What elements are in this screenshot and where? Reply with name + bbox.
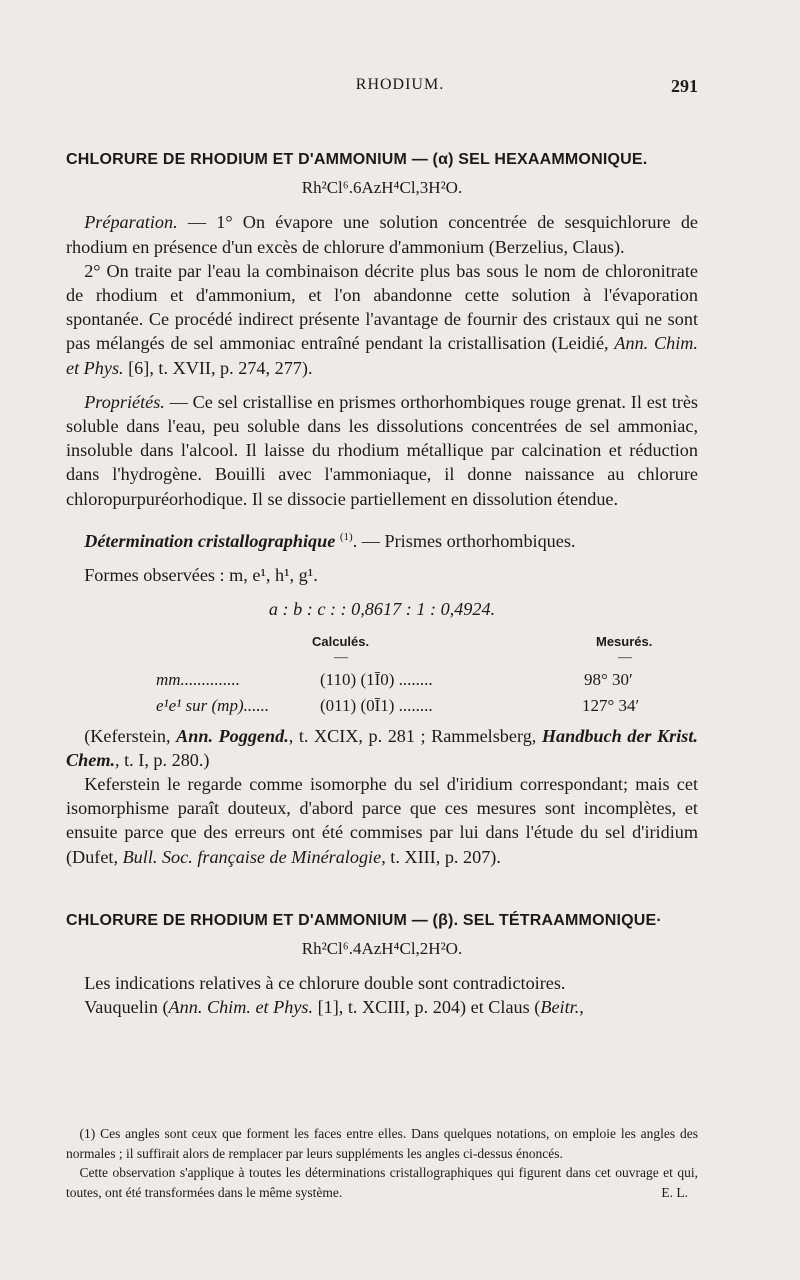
table-row <box>66 694 698 720</box>
text-refs-a: (Keferstein, <box>84 725 177 746</box>
text-refs-c: , t. XCIX, p. 281 ; Rammelsberg, <box>288 725 542 746</box>
page-number: 291 <box>671 76 698 96</box>
text-preparation-1: — 1° On évapore une solution concentrée de sesquichlorure de rhodium en présence d'un excès de chlorure d'ammonium (Berzelius, Claus). <box>66 212 698 257</box>
ref-beitr: Beitr. <box>540 997 580 1018</box>
text-determination: . — Prismes orthorhombiques. <box>352 530 576 551</box>
paragraph-proprietes <box>66 390 698 511</box>
text-keferstein-b: , t. XIII, p. 207). <box>381 846 501 867</box>
paragraph-preparation-1 <box>66 210 698 258</box>
text-keferstein-a: Keferstein le regarde comme isomorphe du sel d'iridium correspondant; mais cet isomorphisme paraît douteux, d'abord parce que ces mesures sont incomplètes, et ensuite parce que des erreurs ont été commises par lui dans l'étude du sel d'iridium (Dufet, <box>66 773 698 867</box>
paragraph-references <box>66 724 698 772</box>
section-heading-hexaammonique: CHLORURE DE RHODIUM ET D'AMMONIUM — (α) SEL HEXAAMMONIQUE. <box>66 151 648 168</box>
row-value: 98° 30′ <box>584 669 633 689</box>
text-indications: Les indications relatives à ce chlorure double sont contradictoires. <box>84 973 566 994</box>
main-text <box>66 148 698 1020</box>
text-vauquelin-a: Vauquelin ( <box>84 997 169 1018</box>
running-head: RHODIUM. <box>355 76 445 93</box>
footnote-2 <box>66 1163 698 1202</box>
text-vauquelin-c: , <box>579 997 584 1018</box>
table-row <box>66 668 698 694</box>
label-preparation: Préparation. <box>84 212 178 233</box>
footnote-1-text: (1) Ces angles sont ceux que forment les faces entre elles. Dans quelques notations, on emploie les angles des normales ; il suffirait alors de remplacer par leurs suppléments les angles ci-dessus énoncés. <box>66 1126 698 1161</box>
footnotes <box>66 1124 698 1202</box>
dash-mesures: — <box>618 649 632 665</box>
page-header <box>0 76 800 100</box>
section-heading-tetraammonique: CHLORURE DE RHODIUM ET D'AMMONIUM — (β). SEL TÉTRAAMMONIQUE· <box>66 911 662 929</box>
text-formes: Formes observées : m, e¹, h¹, g¹. <box>84 565 318 586</box>
text-preparation-2b: [6], t. XVII, p. 274, 277). <box>123 357 313 378</box>
paragraph-preparation-2 <box>66 259 698 380</box>
row-faces: (110) (1Ī0) ........ <box>320 669 433 689</box>
dash-calcules: — <box>334 649 348 665</box>
column-mesures: Mesurés. <box>596 633 653 649</box>
row-name: mm.............. <box>156 669 241 689</box>
ref-ann-poggend: Ann. Poggend. <box>176 725 289 746</box>
paragraph-indications <box>66 971 698 995</box>
row-value: 127° 34′ <box>582 695 640 715</box>
column-calcules: Calculés. <box>312 633 370 649</box>
row-name: e¹e¹ sur (mp)...... <box>156 695 270 715</box>
text-refs-e: , t. I, p. 280.) <box>115 749 210 770</box>
ref-ann-chim-2: Ann. Chim. et Phys. <box>168 997 314 1018</box>
text-proprietes: — Ce sel cristallise en prismes orthorhombiques rouge grenat. Il est très soluble dans l'eau, peu soluble dans les dissolutions concentrées de sel ammoniac, insoluble dans l'alcool. Il laisse du rhodium métallique par calcination et réduction dans l'hydrogène. Bouilli avec l'ammoniaque, il donne naissance au chlorure chloropurpuréorhodique. Il se dissocie partiellement en dissolution étendue. <box>66 391 698 509</box>
table-dashes <box>66 650 698 668</box>
footnote-1 <box>66 1124 698 1163</box>
footnote-marker: (1) <box>339 530 353 543</box>
paragraph-vauquelin <box>66 995 698 1019</box>
table-header <box>66 628 698 650</box>
label-proprietes: Propriétés. <box>84 391 165 412</box>
paragraph-determination <box>66 525 698 553</box>
paragraph-keferstein <box>66 772 698 869</box>
text-preparation-2a: 2° On traite par l'eau la combinaison décrite plus bas sous le nom de chloronitrate de rhodium et d'ammonium, et l'on abandonne cette solution à l'évaporation spontanée. Ce procédé indirect présente l'avantage de fournir des cristaux qui ne sont pas mélangés de sel ammoniac entraîné pendant la cristallisation (Leidié, <box>66 260 698 354</box>
footnote-2-text: Cette observation s'applique à toutes les déterminations cristallographiques qui figurent dans cet ouvrage et qui, toutes, ont été transformées dans le même système. <box>66 1165 698 1200</box>
ref-handbuch: Handbuch der Krist. Chem. <box>66 725 698 770</box>
row-faces: (011) (0Ī1) ........ <box>320 695 433 715</box>
formula-hexaammonique: Rh²Cl⁶.6AzH⁴Cl,3H²O. <box>301 178 463 198</box>
signature: E. L. <box>661 1184 688 1200</box>
paragraph-formes <box>66 563 698 587</box>
text-vauquelin-b: [1], t. XCIII, p. 204) et Claus ( <box>313 997 541 1018</box>
ref-bull-soc: Bull. Soc. française de Minéralogie <box>122 846 382 867</box>
ref-ann-chim: Ann. Chim. et Phys. <box>66 333 698 378</box>
formula-tetraammonique: Rh²Cl⁶.4AzH⁴Cl,2H²O. <box>301 938 463 958</box>
label-determination: Détermination cristallographique <box>84 530 336 551</box>
axial-ratio: a : b : c : : 0,8617 : 1 : 0,4924. <box>268 599 496 620</box>
